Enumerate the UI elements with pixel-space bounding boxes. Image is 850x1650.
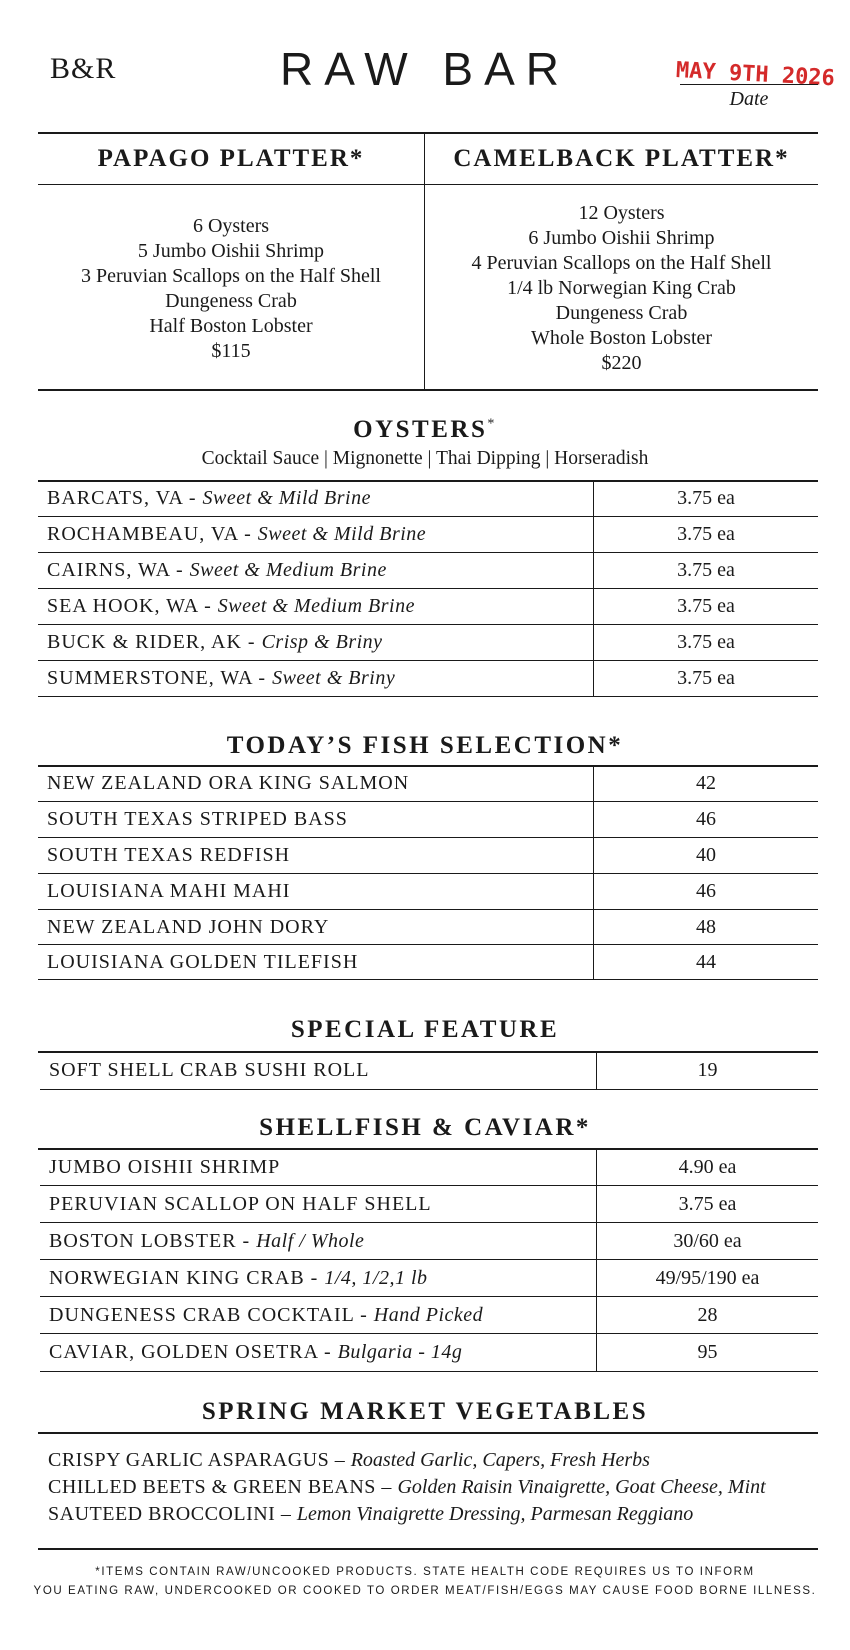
item-name <box>40 1059 370 1082</box>
platter-bottom-rule <box>38 389 818 391</box>
special-heading: SPECIAL FEATURE <box>290 1016 560 1043</box>
table-row <box>40 1052 818 1090</box>
item-price: 3.75 ea <box>593 517 818 552</box>
vegetable-description: Roasted Garlic, Capers, Fresh Herbs <box>350 1449 650 1471</box>
vegetable-name: CHILLED BEETS & GREEN BEANS – <box>48 1476 398 1498</box>
item-price: 40 <box>593 838 818 873</box>
item-name <box>38 951 358 974</box>
platter-item: 4 Peruvian Scallops on the Half Shell <box>471 252 772 274</box>
platter-item: Dungeness Crab <box>555 302 688 324</box>
date-label: Date <box>729 88 769 110</box>
table-row <box>40 1223 818 1260</box>
platter-item: 12 Oysters <box>578 202 665 224</box>
item-price: 44 <box>593 945 818 979</box>
table-row <box>38 589 818 625</box>
item-price: 28 <box>596 1297 818 1333</box>
item-price: 3.75 ea <box>593 625 818 660</box>
table-row <box>38 945 818 980</box>
vegetable-name: CRISPY GARLIC ASPARAGUS – <box>48 1449 351 1471</box>
item-price: 3.75 ea <box>593 589 818 624</box>
item-name-text: BARCATS, VA - <box>47 487 203 509</box>
item-price: 48 <box>593 910 818 944</box>
item-name-text: SOFT SHELL CRAB SUSHI ROLL <box>49 1059 370 1081</box>
table-row <box>38 874 818 910</box>
item-name-text: NEW ZEALAND ORA KING SALMON <box>47 772 410 794</box>
item-name-text: CAVIAR, GOLDEN OSETRA - <box>49 1341 338 1363</box>
platter-header-rule <box>38 184 818 185</box>
vegetables-list <box>48 1447 828 1528</box>
item-name <box>38 631 383 654</box>
platter-top-rule <box>38 132 818 134</box>
platter-item: 3 Peruvian Scallops on the Half Shell <box>81 265 381 287</box>
item-description: Sweet & Mild Brine <box>257 523 427 545</box>
platter-price: $220 <box>601 352 642 374</box>
item-price: 46 <box>593 874 818 909</box>
item-name-text: SOUTH TEXAS STRIPED BASS <box>47 808 348 830</box>
date-stamp: MAY 9TH 2026 <box>675 58 836 92</box>
item-name-text: LOUISIANA MAHI MAHI <box>47 880 291 902</box>
vegetable-item <box>48 1501 828 1528</box>
table-row <box>38 553 818 589</box>
item-name <box>40 1156 280 1179</box>
item-name <box>38 808 348 831</box>
item-name <box>38 916 329 939</box>
item-description: Sweet & Briny <box>272 667 396 689</box>
date-underline <box>680 84 818 85</box>
vegetable-item <box>48 1474 828 1501</box>
item-price: 49/95/190 ea <box>596 1260 818 1296</box>
item-name-text: JUMBO OISHII SHRIMP <box>49 1155 281 1178</box>
camelback-platter-items <box>425 201 818 376</box>
vegetables-top-rule <box>38 1432 818 1434</box>
item-price: 3.75 ea <box>593 481 818 516</box>
footnote <box>0 1563 850 1601</box>
vegetables-bottom-rule <box>38 1548 818 1550</box>
item-description: Sweet & Medium Brine <box>217 595 415 617</box>
oysters-heading: OYSTERS* <box>353 416 497 443</box>
table-row <box>40 1334 818 1372</box>
platter-item: 6 Oysters <box>192 215 270 237</box>
item-price: 3.75 ea <box>596 1186 818 1222</box>
table-row <box>38 910 818 945</box>
item-description: Crisp & Briny <box>261 631 383 653</box>
item-name <box>40 1230 364 1253</box>
item-description: Hand Picked <box>373 1303 484 1326</box>
item-price: 42 <box>593 766 818 801</box>
item-name-text: NEW ZEALAND JOHN DORY <box>47 915 330 938</box>
table-row <box>40 1297 818 1334</box>
platter-item: 1/4 lb Norwegian King Crab <box>507 277 736 299</box>
table-row <box>38 766 818 802</box>
item-name <box>40 1193 432 1216</box>
item-name <box>40 1304 483 1327</box>
table-row <box>38 625 818 661</box>
item-description: Sweet & Mild Brine <box>202 487 371 509</box>
platter-price: $115 <box>211 340 251 362</box>
camelback-platter-title: CAMELBACK PLATTER* <box>453 145 790 172</box>
platter-item: 6 Jumbo Oishii Shrimp <box>528 227 715 249</box>
table-row <box>38 802 818 838</box>
item-name-text: SEA HOOK, WA - <box>47 595 218 617</box>
vegetable-description: Lemon Vinaigrette Dressing, Parmesan Reggiano <box>296 1503 694 1525</box>
item-description: 1/4, 1/2,1 lb <box>324 1266 428 1289</box>
item-name-text: BUCK & RIDER, AK - <box>47 631 262 653</box>
item-name <box>38 880 290 903</box>
papago-platter-items <box>38 214 424 364</box>
item-price: 19 <box>596 1052 818 1089</box>
table-row <box>40 1149 818 1186</box>
table-row <box>38 838 818 874</box>
vegetable-item <box>48 1447 828 1474</box>
item-name <box>38 487 371 510</box>
papago-platter-title: PAPAGO PLATTER* <box>97 145 365 172</box>
item-description: Sweet & Medium Brine <box>189 559 387 581</box>
page-title: RAW BAR <box>280 43 570 95</box>
platter-item: Half Boston Lobster <box>149 315 313 337</box>
item-price: 30/60 ea <box>596 1223 818 1259</box>
item-name <box>38 523 426 546</box>
vegetable-description: Golden Raisin Vinaigrette, Goat Cheese, Mint <box>397 1476 766 1498</box>
oysters-sauces: Cocktail Sauce | Mignonette | Thai Dipping | Horseradish <box>201 448 649 469</box>
platter-item: Dungeness Crab <box>165 290 297 312</box>
item-name-text: SUMMERSTONE, WA - <box>47 667 273 689</box>
table-row <box>40 1260 818 1297</box>
vegetables-heading: SPRING MARKET VEGETABLES <box>201 1398 649 1425</box>
item-name <box>40 1267 428 1290</box>
item-name <box>38 559 387 582</box>
item-description: Half / Whole <box>256 1229 365 1252</box>
platter-item: Whole Boston Lobster <box>530 327 713 349</box>
logo: B&R <box>50 52 117 85</box>
item-name-text: BOSTON LOBSTER - <box>49 1229 257 1252</box>
footnote-line-1: *ITEMS CONTAIN RAW/UNCOOKED PRODUCTS. STATE HEALTH CODE REQUIRES US TO INFORM <box>95 1566 755 1578</box>
item-name <box>38 844 290 867</box>
item-name-text: SOUTH TEXAS REDFISH <box>47 844 291 866</box>
item-name-text: NORWEGIAN KING CRAB - <box>49 1266 325 1289</box>
item-name <box>38 595 415 618</box>
item-price: 3.75 ea <box>593 553 818 588</box>
item-name <box>40 1341 462 1364</box>
platter-item: 5 Jumbo Oishii Shrimp <box>137 240 325 262</box>
vegetable-name: SAUTEED BROCCOLINI – <box>48 1503 297 1525</box>
item-price: 46 <box>593 802 818 837</box>
shellfish-heading: SHELLFISH & CAVIAR* <box>259 1114 591 1141</box>
item-name-text: LOUISIANA GOLDEN TILEFISH <box>47 950 359 973</box>
item-name-text: PERUVIAN SCALLOP ON HALF SHELL <box>49 1192 432 1215</box>
item-price: 3.75 ea <box>593 661 818 696</box>
item-name <box>38 772 409 795</box>
item-name-text: ROCHAMBEAU, VA - <box>47 523 258 545</box>
item-name-text: CAIRNS, WA - <box>47 559 190 581</box>
item-description: Bulgaria - 14g <box>337 1341 463 1363</box>
table-row <box>38 481 818 517</box>
table-row <box>38 517 818 553</box>
table-row <box>40 1186 818 1223</box>
item-price: 95 <box>596 1334 818 1371</box>
footnote-line-2: YOU EATING RAW, UNDERCOOKED OR COOKED TO ORDER MEAT/FISH/EGGS MAY CAUSE FOOD BORNE ILLNESS. <box>33 1585 817 1597</box>
item-name <box>38 667 395 690</box>
item-name-text: DUNGENESS CRAB COCKTAIL - <box>49 1303 374 1326</box>
table-row <box>38 661 818 697</box>
item-price: 4.90 ea <box>596 1149 818 1185</box>
fish-heading: TODAY’S FISH SELECTION* <box>226 732 624 759</box>
